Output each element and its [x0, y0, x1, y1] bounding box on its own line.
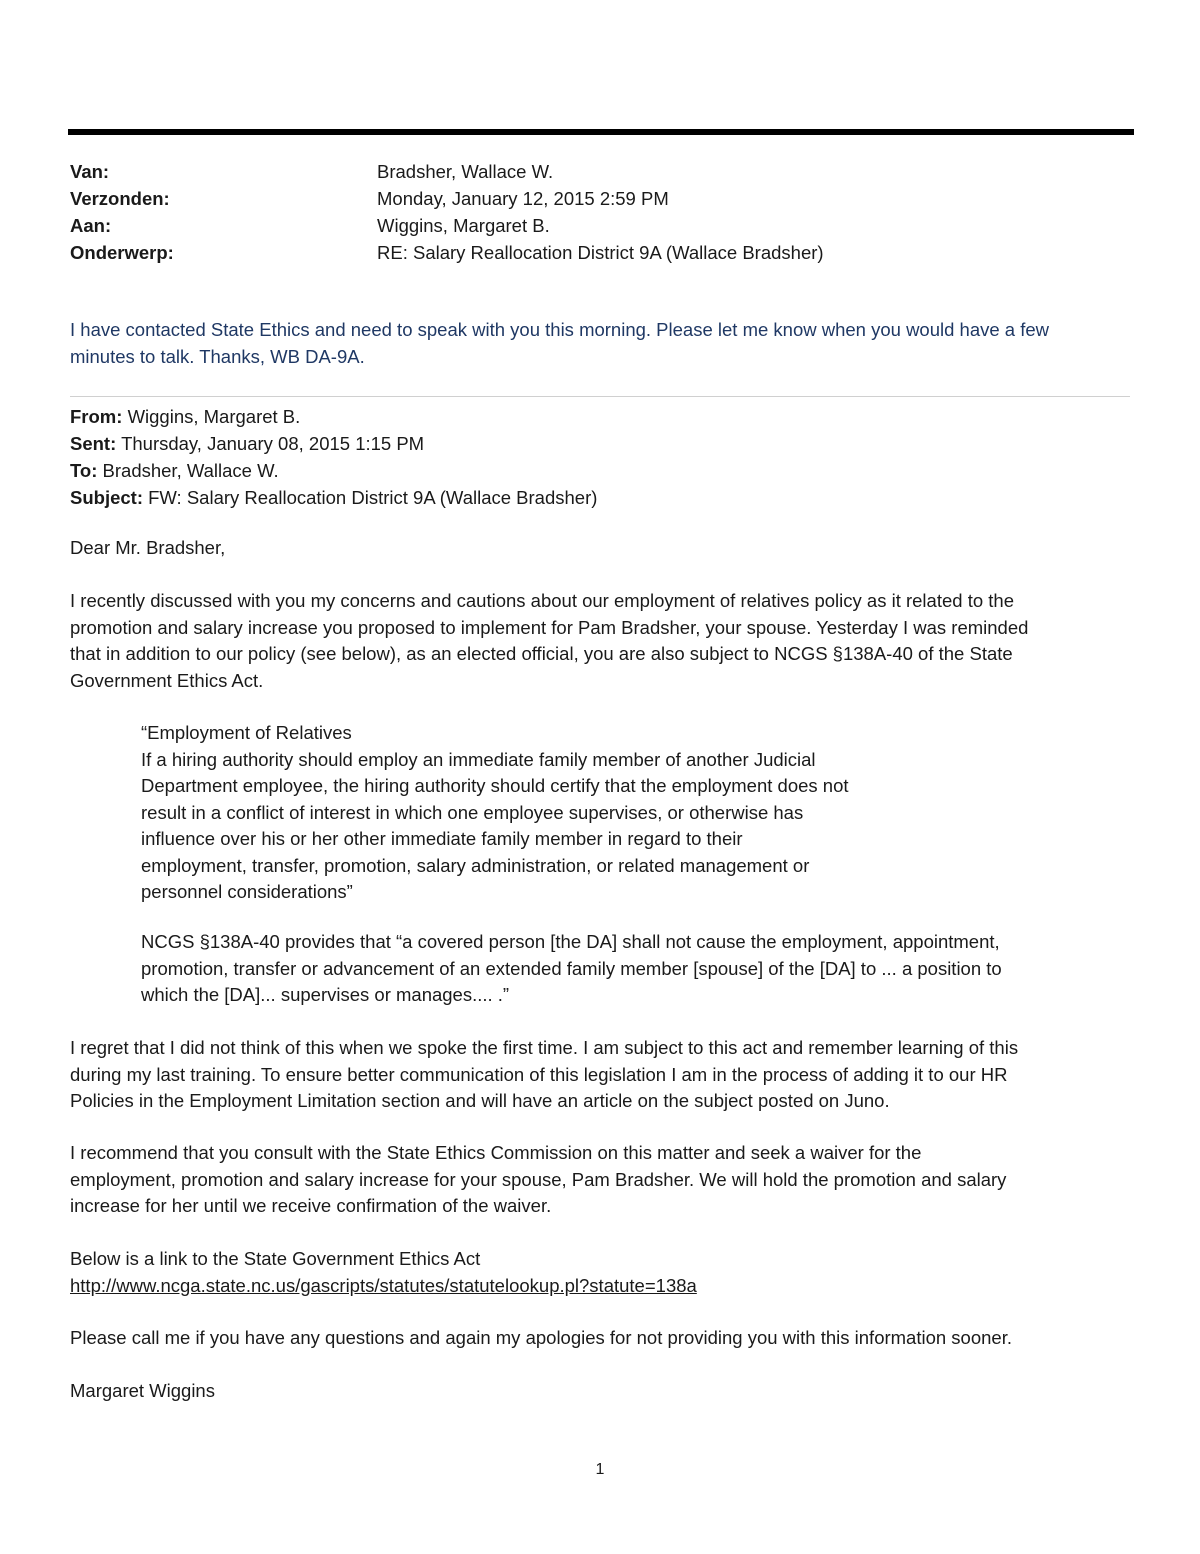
- subject-value: RE: Salary Reallocation District 9A (Wallace Bradsher): [377, 242, 824, 263]
- fwd-from: From: Wiggins, Margaret B.: [70, 406, 301, 427]
- email-header: [70, 158, 1130, 266]
- paragraph-1: I recently discussed with you my concerns and cautions about our employment of relatives policy as it related to the promotion and salary increase you proposed to implement for Pam Bradsher, your spouse. Yesterday I was reminded that in addition to our policy (see below), as an elected official, you are also subject to NCGS §138A-40 of the State Government Ethics Act.: [70, 590, 1029, 691]
- fwd-sent: Sent: Thursday, January 08, 2015 1:15 PM: [70, 433, 425, 454]
- greeting: Dear Mr. Bradsher,: [70, 537, 226, 558]
- header-row-subject: [70, 239, 1130, 266]
- subject-label: Onderwerp:: [70, 242, 174, 263]
- link-intro: Below is a link to the State Government Ethics Act: [70, 1248, 481, 1269]
- closing: Please call me if you have any questions and again my apologies for not providing you with this information sooner.: [70, 1327, 1012, 1348]
- to-value: Wiggins, Margaret B.: [377, 215, 550, 236]
- sent-label: Verzonden:: [70, 188, 170, 209]
- signature: Margaret Wiggins: [70, 1380, 215, 1401]
- paragraph-3: I recommend that you consult with the State Ethics Commission on this matter and seek a waiver for the employment, promotion and salary increase for your spouse, Pam Bradsher. We will hold the promotion and salary increase for her until we receive confirmation of the waiver.: [70, 1142, 1007, 1216]
- message-divider: [70, 396, 1130, 397]
- reply-line: I have contacted State Ethics and need to speak with you this morning. Please let me know when you would have a few: [70, 319, 1050, 340]
- reply-message: [70, 316, 1135, 370]
- to-label: Aan:: [70, 215, 112, 236]
- from-value: Bradsher, Wallace W.: [377, 161, 554, 182]
- quote-ncgs: NCGS §138A-40 provides that “a covered person [the DA] shall not cause the employment, appointment, promotion, transfer or advancement of an extended family member [spouse] of the [DA] to ... a position to which the [DA]... supervises or manages.... .”: [141, 931, 1002, 1005]
- header-row-to: [70, 212, 1130, 239]
- reply-line: minutes to talk. Thanks, WB DA-9A.: [70, 346, 365, 367]
- ethics-act-link[interactable]: http://www.ncga.state.nc.us/gascripts/statutes/statutelookup.pl?statute=138a: [70, 1274, 697, 1296]
- header-row-from: [70, 158, 1130, 185]
- paragraph-2: I regret that I did not think of this when we spoke the first time. I am subject to this act and remember learning of this during my last training. To ensure better communication of this legislation I am in the process of adding it to our HR Policies in the Employment Limitation section and will have an article on the subject posted on Juno.: [70, 1037, 1019, 1111]
- header-row-sent: [70, 185, 1130, 212]
- quote-employment-of-relatives: “Employment of Relatives If a hiring authority should employ an immediate family member of another Judicial Department employee, the hiring authority should certify that the employment does not result in a conflict of interest in which one employee supervises, or otherwise has influence over his or her other immediate family member in regard to their employment, transfer, promotion, salary administration, or related management or personnel considerations”: [141, 722, 849, 902]
- from-label: Van:: [70, 161, 110, 182]
- sent-value: Monday, January 12, 2015 2:59 PM: [377, 188, 669, 209]
- fwd-to: To: Bradsher, Wallace W.: [70, 460, 279, 481]
- forwarded-header: [70, 403, 597, 511]
- header-divider: [68, 129, 1134, 135]
- link-section: [70, 1246, 1140, 1299]
- fwd-subject: Subject: FW: Salary Reallocation District 9A (Wallace Bradsher): [70, 487, 598, 508]
- page-number: 1: [595, 1461, 605, 1478]
